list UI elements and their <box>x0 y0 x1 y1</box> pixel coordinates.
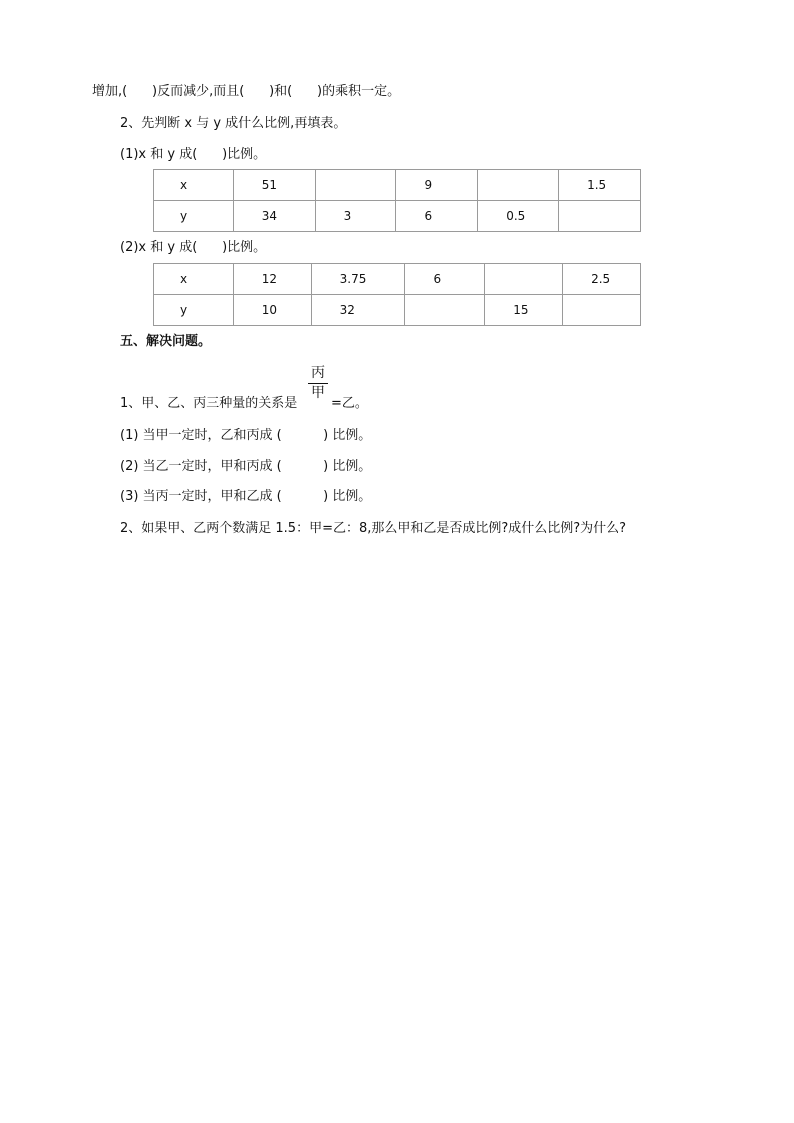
table-cell: 1.5 <box>559 170 641 201</box>
table-cell: 12 <box>233 264 311 295</box>
table-cell: 51 <box>233 170 315 201</box>
table-row <box>154 201 641 232</box>
table-cell[interactable] <box>485 264 563 295</box>
table-cell: 0.5 <box>478 201 559 232</box>
table-cell: 32 <box>311 295 405 326</box>
subquestion-3: (3) 当丙一定时，甲和乙成 ( ) 比例。 <box>120 489 372 504</box>
subquestion-1-label: (1)x 和 y 成( )比例。 <box>120 147 267 162</box>
table-cell: 3.75 <box>311 264 405 295</box>
table-cell: 2.5 <box>563 264 641 295</box>
problem-2: 2、如果甲、乙两个数满足 1.5：甲=乙：8,那么甲和乙是否成比例?成什么比例?为什么? <box>120 521 627 536</box>
table-row <box>154 295 641 326</box>
section-heading: 五、解决问题。 <box>120 334 212 349</box>
table-cell: 10 <box>233 295 311 326</box>
table-cell[interactable] <box>315 170 396 201</box>
table-cell: 6 <box>396 201 478 232</box>
fraction-numerator: 丙 <box>311 365 325 381</box>
fraction <box>308 364 328 401</box>
table-1 <box>153 169 641 232</box>
table-cell: 9 <box>396 170 478 201</box>
table-cell[interactable] <box>563 295 641 326</box>
table-2 <box>153 263 641 326</box>
problem-1-prefix: 1、甲、乙、丙三种量的关系是 <box>120 396 298 411</box>
subquestion-1: (1) 当甲一定时，乙和丙成 ( ) 比例。 <box>120 428 372 443</box>
subquestion-2: (2) 当乙一定时，甲和丙成 ( ) 比例。 <box>120 459 372 474</box>
question-2-title: 2、先判断 x 与 y 成什么比例,再填表。 <box>120 116 347 131</box>
table-cell[interactable] <box>559 201 641 232</box>
table-cell: y <box>154 295 234 326</box>
table-cell: 3 <box>315 201 396 232</box>
table-row <box>154 170 641 201</box>
table-cell: x <box>154 170 234 201</box>
table-cell: y <box>154 201 234 232</box>
fraction-bar <box>308 383 328 384</box>
table-cell: 6 <box>405 264 485 295</box>
table-cell[interactable] <box>478 170 559 201</box>
table-cell: 34 <box>233 201 315 232</box>
problem-1-suffix: =乙。 <box>331 396 368 411</box>
table-row <box>154 264 641 295</box>
text-line-1: 增加,( )反而减少,而且( )和( )的乘积一定。 <box>92 84 401 99</box>
table-cell: 15 <box>485 295 563 326</box>
fraction-denominator: 甲 <box>311 385 325 401</box>
table-cell[interactable] <box>405 295 485 326</box>
subquestion-2-label: (2)x 和 y 成( )比例。 <box>120 240 267 255</box>
table-cell: x <box>154 264 234 295</box>
